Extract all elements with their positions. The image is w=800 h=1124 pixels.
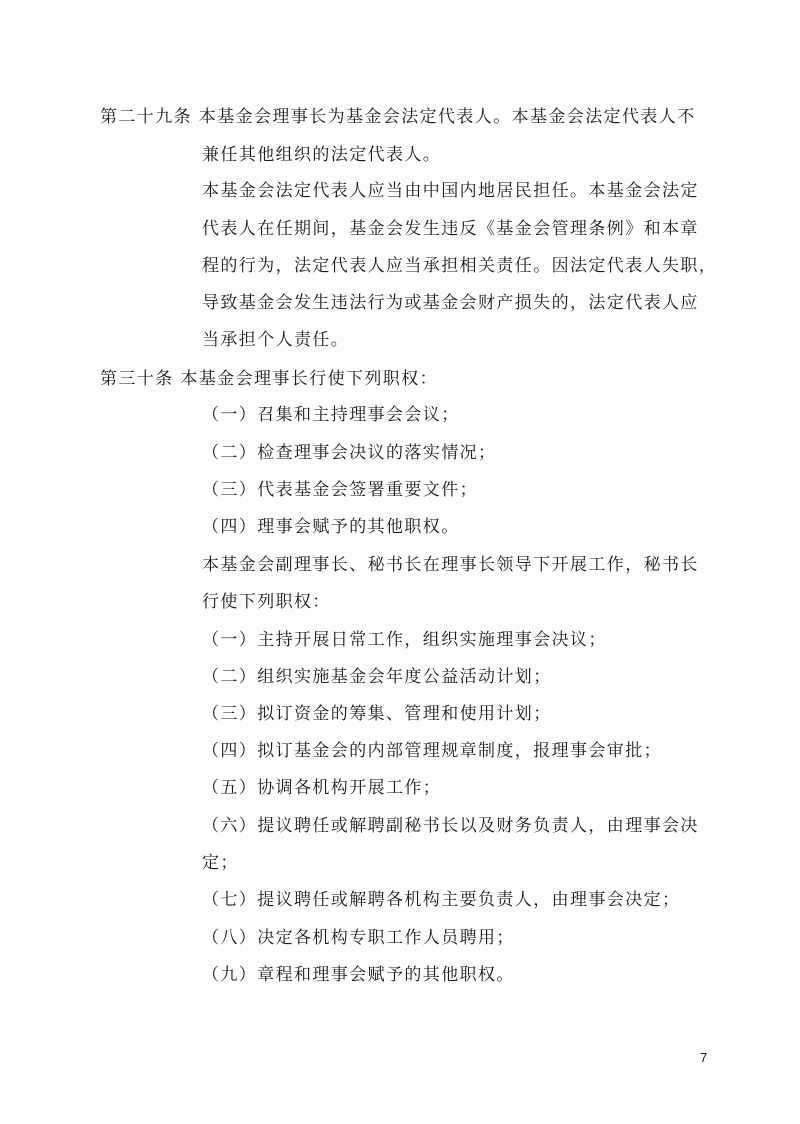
secretary-item-6: （六）提议聘任或解聘副秘书长以及财务负责人，由理事会决 [202, 816, 699, 836]
article-29-para2-line-5: 当承担个人责任。 [202, 330, 350, 350]
article-29-para2-line-3: 程的行为，法定代表人应当承担相关责任。因法定代表人失职， [202, 256, 718, 276]
secretary-item-3: （三）拟订资金的筹集、管理和使用计划； [202, 704, 552, 724]
chair-item-1: （一）召集和主持理事会会议； [202, 405, 460, 425]
article-29-para2-line-4: 导致基金会发生违法行为或基金会财产损失的，法定代表人应 [202, 293, 699, 313]
article-29-para2-line-1: 本基金会法定代表人应当由中国内地居民担任。本基金会法定 [202, 181, 699, 201]
article-29-para2-line-2: 代表人在任期间，基金会发生违反《基金会管理条例》和本章 [202, 219, 699, 239]
secretary-item-9: （九）章程和理事会赋予的其他职权。 [202, 965, 515, 985]
secretary-item-1: （一）主持开展日常工作，组织实施理事会决议； [202, 630, 607, 650]
article-29-line-1: 第二十九条 本基金会理事长为基金会法定代表人。本基金会法定代表人不 [100, 107, 696, 127]
chair-item-3: （三）代表基金会签署重要文件； [202, 480, 478, 500]
chair-item-4: （四）理事会赋予的其他职权。 [202, 517, 460, 537]
chair-item-2: （二）检查理事会决议的落实情况； [202, 443, 497, 463]
secretary-intro-line-1: 本基金会副理事长、秘书长在理事长领导下开展工作，秘书长 [202, 555, 699, 575]
secretary-item-8: （八）决定各机构专职工作人员聘用； [202, 928, 515, 948]
secretary-item-2: （二）组织实施基金会年度公益活动计划； [202, 667, 552, 687]
secretary-intro-line-2: 行使下列职权： [202, 592, 331, 612]
page-number: 7 [700, 1050, 708, 1065]
secretary-item-4: （四）拟订基金会的内部管理规章制度，报理事会审批； [202, 741, 662, 761]
secretary-item-6-continued: 定； [202, 853, 239, 873]
secretary-item-7: （七）提议聘任或解聘各机构主要负责人，由理事会决定； [202, 890, 681, 910]
article-29-line-2: 兼任其他组织的法定代表人。 [202, 145, 442, 165]
secretary-item-5: （五）协调各机构开展工作； [202, 778, 442, 798]
article-30-heading: 第三十条 本基金会理事长行使下列职权： [100, 369, 439, 389]
